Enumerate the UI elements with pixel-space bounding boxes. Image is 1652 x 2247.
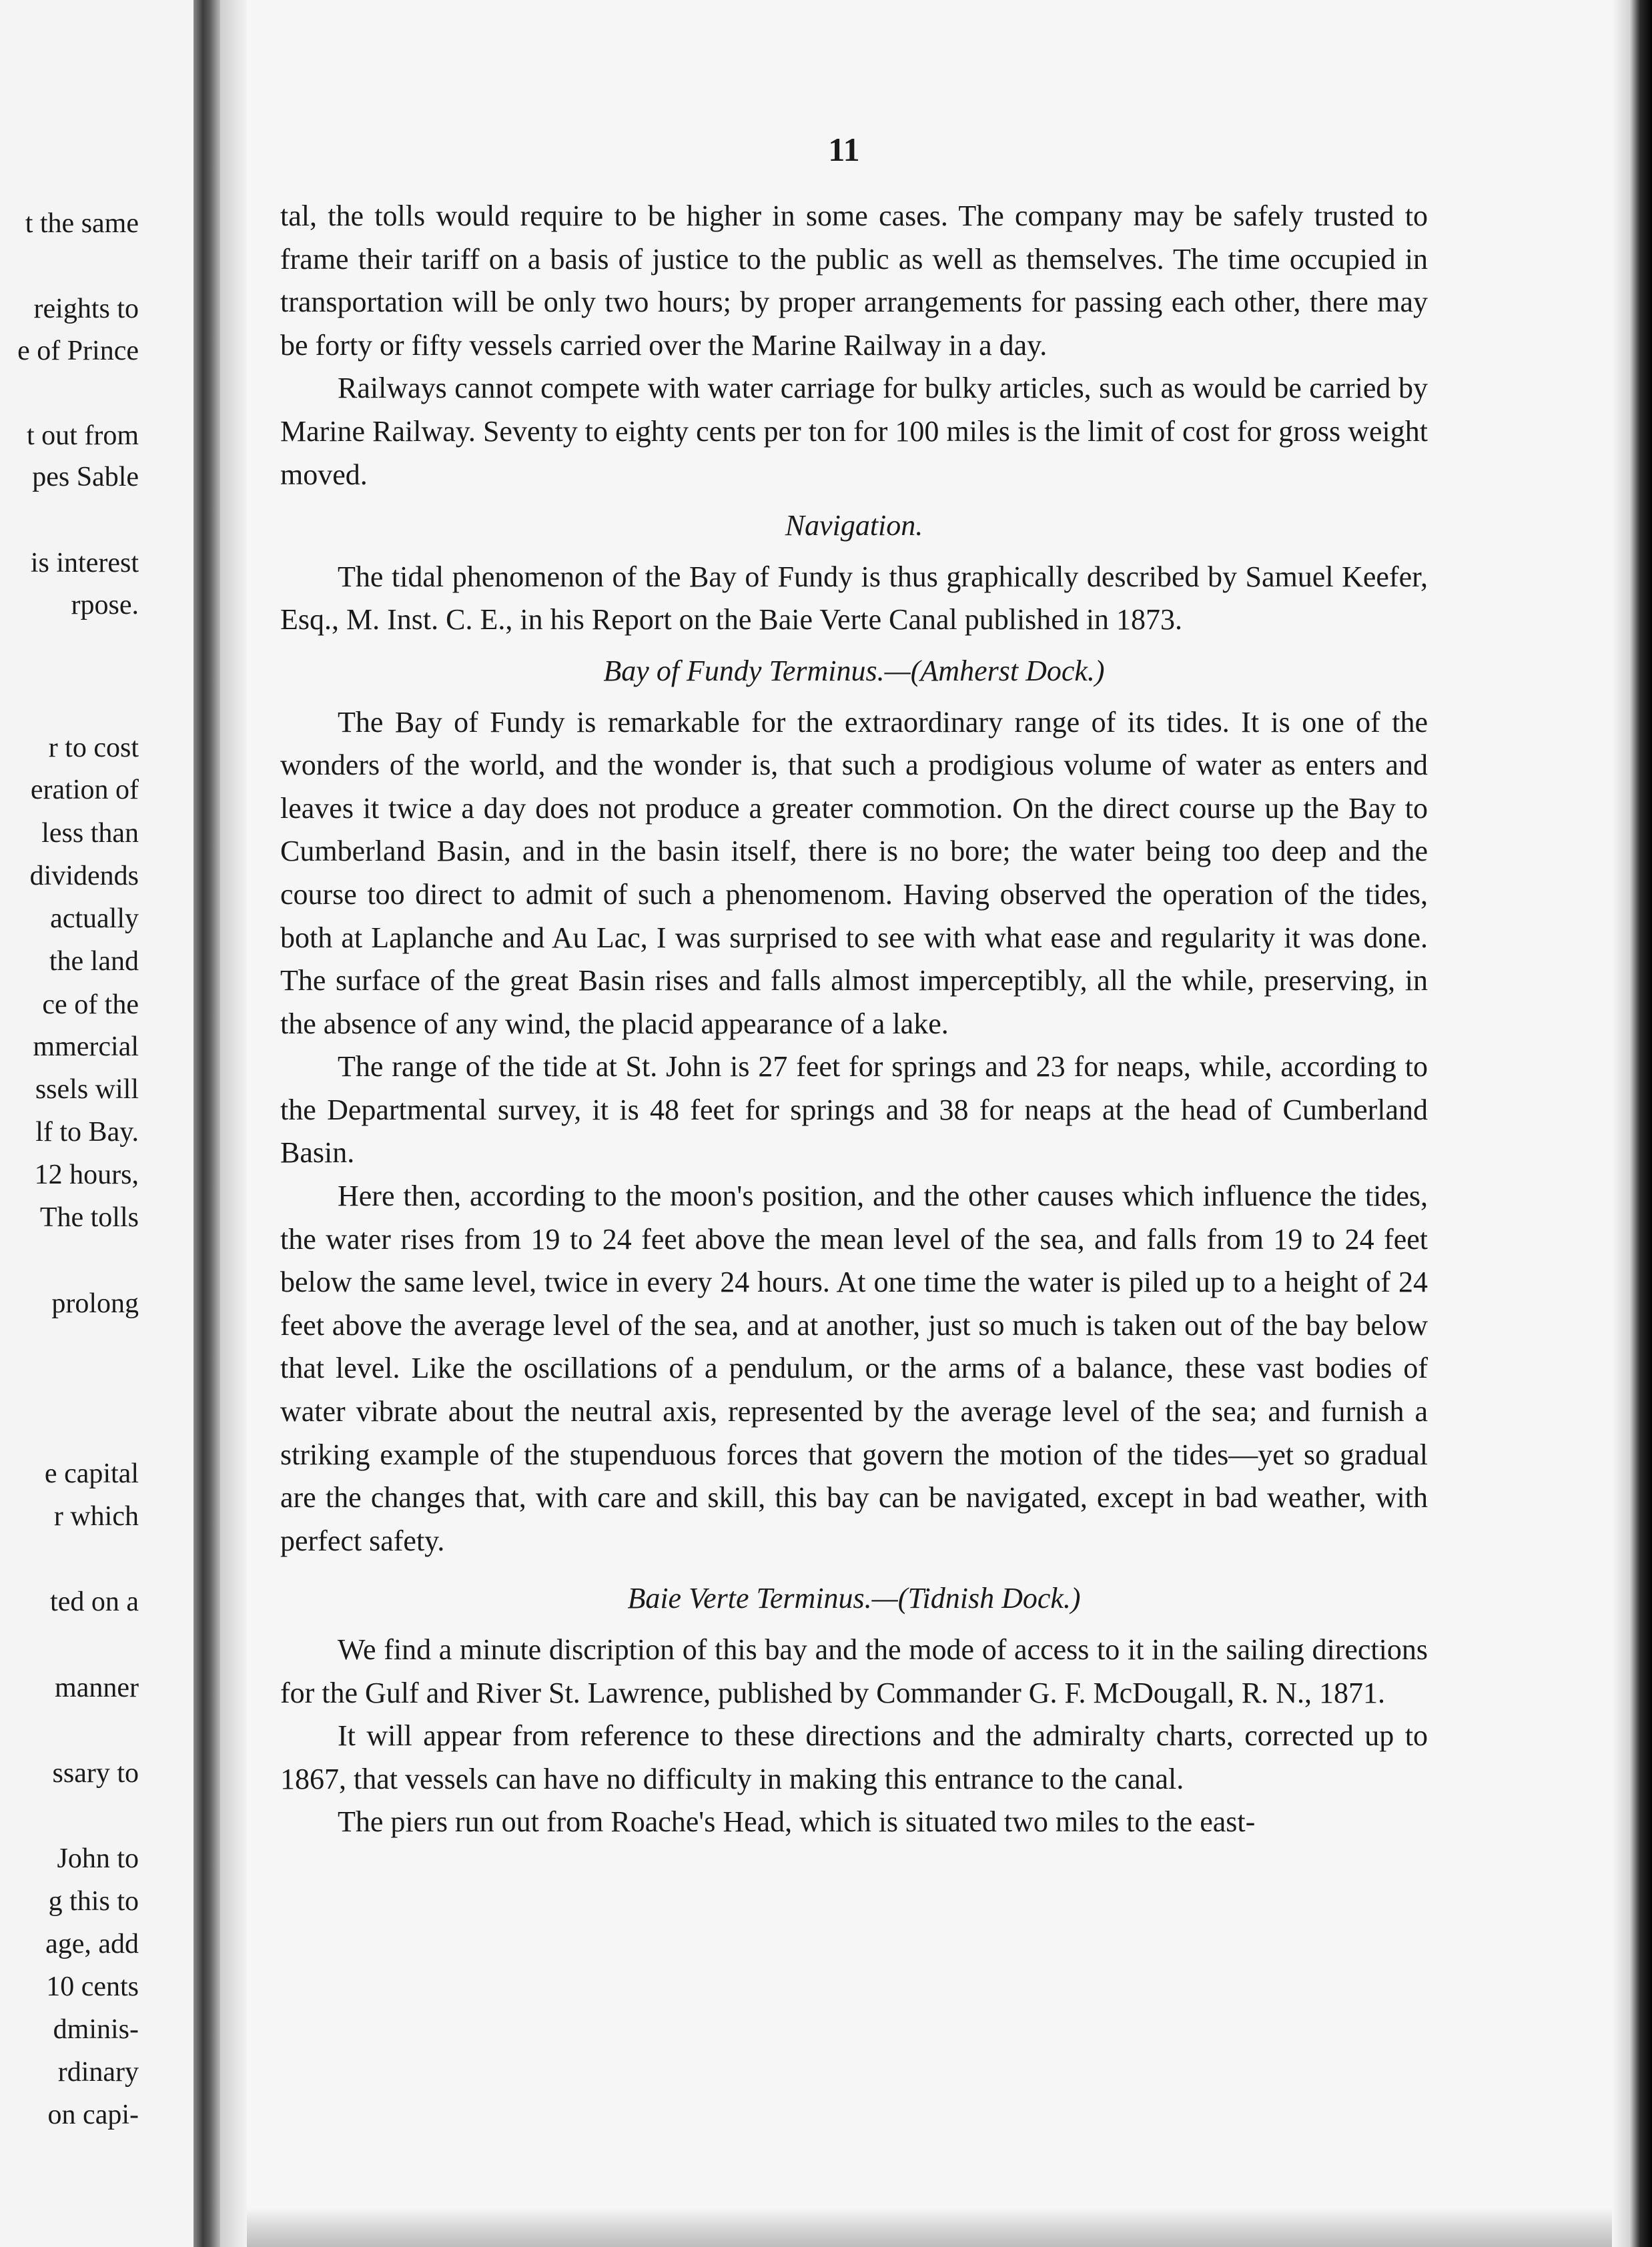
facing-page-line: r which xyxy=(53,1501,139,1532)
facing-page-line: ssels will xyxy=(35,1074,139,1105)
facing-page-line: on capi- xyxy=(47,2100,139,2130)
facing-page-line: lf to Bay. xyxy=(35,1117,139,1148)
facing-page-line: ssary to xyxy=(52,1758,139,1789)
section-heading-bay-of-fundy: Bay of Fundy Terminus.—(Amherst Dock.) xyxy=(603,654,1105,687)
facing-page-line: ted on a xyxy=(50,1587,139,1617)
facing-page-line: pes Sable xyxy=(32,462,139,492)
facing-page-line: eration of xyxy=(30,775,139,805)
facing-page-line: t out from xyxy=(27,420,139,451)
facing-page-line: rdinary xyxy=(57,2057,139,2088)
paragraph: We find a minute discription of this bay and the mode of access to it in the sailing directions for the Gulf and River St. Lawrence, published by Commander G. F. McDougall, R. N., 1871. xyxy=(280,1633,1428,1709)
facing-page-line: rpose. xyxy=(71,590,139,620)
facing-page-line: The tolls xyxy=(39,1202,139,1233)
facing-page-line: age, add xyxy=(45,1929,139,1959)
facing-page-line: 12 hours, xyxy=(34,1160,139,1190)
paragraph: It will appear from reference to these directions and the admiralty charts, corrected up to 1867, that vessels can have no difficulty in making this entrance to the canal. xyxy=(280,1719,1428,1795)
page-right-edge xyxy=(1612,0,1652,2247)
facing-page-line: less than xyxy=(41,818,139,849)
paragraph: Here then, according to the moon's position, and the other causes which influence the tides, the water rises from 19 to 24 feet above the mean level of the sea, and falls from 19 to 24 feet below the same level, twice in every 24 hours. At one time the water is piled up to a height of 24 feet above the average level of the sea, and at another, just so much is taken out of the bay below that level. Like the oscillations of a pendulum, or the arms of a balance, these vast bodies of water vibrate about the neutral axis, represented by the average level of the sea; and furnish a striking example of the stupenduous forces that govern the motion of the tides—yet so gradual are the changes that, with care and skill, this bay can be navigated, except in bad weather, with perfect safety. xyxy=(280,1180,1428,1557)
facing-page-line: g this to xyxy=(48,1886,139,1917)
page-body xyxy=(280,195,1428,1844)
facing-page-line: manner xyxy=(55,1673,139,1703)
gutter-shadow xyxy=(220,0,247,2247)
paragraph: The tidal phenomenon of the Bay of Fundy is thus graphically described by Samuel Keefer, Esq., M. Inst. C. E., in his Report on the Baie Verte Canal published in 1873. xyxy=(280,560,1428,636)
paragraph: The Bay of Fundy is remarkable for the extraordinary range of its tides. It is one of the wonders of the world, and the wonder is, that such a prodigious volume of water as enters and leaves it twice a day does not produce a greater commotion. On the direct course up the Bay to Cumberland Basin, and in the basin itself, there is no bore; the water being too deep and the course too direct to admit of such a phenomenom. Having observed the operation of the tides, both at Laplanche and Au Lac, I was surprised to see with what ease and regularity it was done. The surface of the great Basin rises and falls almost imperceptibly, all the while, preserving, in the absence of any wind, the placid appearance of a lake. xyxy=(280,705,1428,1040)
page-bottom-edge xyxy=(247,2208,1612,2247)
facing-page-line: e of Prince xyxy=(17,336,139,366)
facing-page-line: is interest xyxy=(30,548,139,578)
facing-page-line: mmercial xyxy=(33,1031,139,1062)
facing-page-line: the land xyxy=(49,946,139,977)
facing-page-line: John to xyxy=(57,1843,139,1874)
section-heading-baie-verte: Baie Verte Terminus.—(Tidnish Dock.) xyxy=(627,1582,1081,1615)
paragraph: tal, the tolls would require to be higher in some cases. The company may be safely trusted to frame their tariff on a basis of justice to the public as well as themselves. The time occupied in transportation will be only two hours; by proper arrangements for passing each other, there may be forty or fifty vessels carried over the Marine Railway in a day. xyxy=(280,199,1428,362)
facing-page-fragment xyxy=(0,0,193,2247)
facing-page-line: prolong xyxy=(51,1288,139,1319)
facing-page-line: 10 cents xyxy=(46,1971,139,2002)
book-gutter xyxy=(193,0,220,2247)
facing-page-line: ce of the xyxy=(42,989,139,1020)
facing-page-line: dminis- xyxy=(53,2014,139,2045)
section-heading-navigation: Navigation. xyxy=(785,509,923,542)
facing-page-line: t the same xyxy=(25,208,139,239)
facing-page-line: reights to xyxy=(33,294,139,324)
paragraph: The range of the tide at St. John is 27 feet for springs and 23 for neaps, while, according to the Departmental survey, it is 48 feet for springs and 38 for neaps at the head of Cumberland Basin. xyxy=(280,1050,1428,1170)
paragraph: Railways cannot compete with water carriage for bulky articles, such as would be carried by Marine Railway. Seventy to eighty cents per ton for 100 miles is the limit of cost for gross weight moved. xyxy=(280,372,1428,491)
facing-page-line: e capital xyxy=(44,1458,139,1489)
facing-page-line: actually xyxy=(50,903,139,934)
facing-page-line: r to cost xyxy=(48,733,139,763)
paragraph: The piers run out from Roache's Head, which is situated two miles to the east- xyxy=(338,1805,1256,1839)
facing-page-line: dividends xyxy=(29,861,139,891)
page-number: 11 xyxy=(828,131,860,168)
